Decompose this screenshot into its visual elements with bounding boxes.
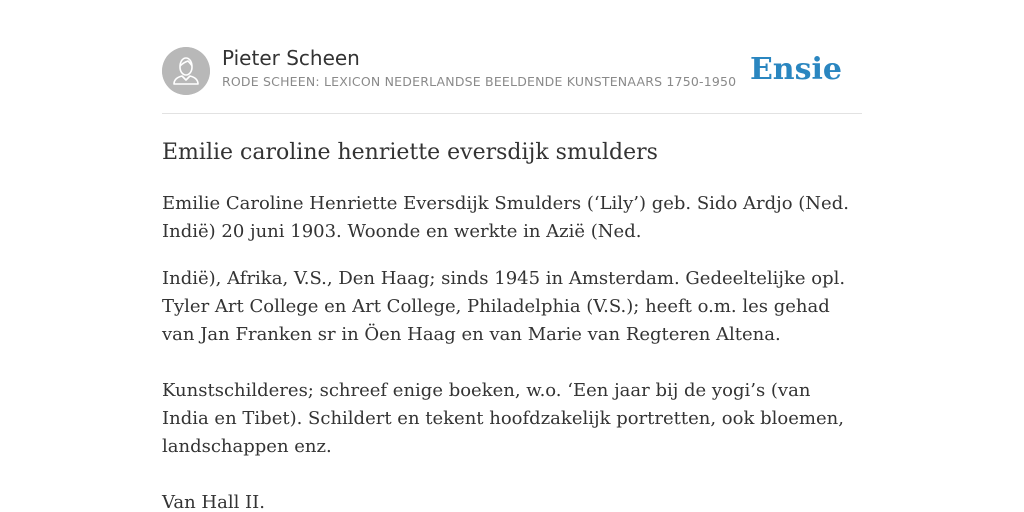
user-icon <box>162 47 210 95</box>
entry-header <box>162 46 862 96</box>
entry-paragraph: Emilie Caroline Henriette Eversdijk Smulders (‘Lily’) geb. Sido Ardjo (Ned. Indië) 20 juni 1903. Woonde en werkte in Azië (Ned. <box>162 193 849 242</box>
entry-paragraph: Indië), Afrika, V.S., Den Haag; sinds 1945 in Amsterdam. Gedeeltelijke opl. Tyler Art College en Art College, Philadelphia (V.S.); heeft o.m. les gehad van Jan Franken sr in Öen Haag en van Marie van Regteren Altena. <box>162 268 846 345</box>
ensie-logo[interactable]: Ensie <box>749 52 842 87</box>
source-title[interactable]: RODE SCHEEN: LEXICON NEDERLANDSE BEELDENDE KUNSTENAARS 1750-1950 <box>222 74 737 89</box>
entry-paragraph: Kunstschilderes; schreef enige boeken, w.o. ‘Een jaar bij de yogi’s (van India en Tibet). Schildert en tekent hoofdzakelijk portretten, ook bloemen, landschappen enz. <box>162 380 844 457</box>
entry-title: Emilie caroline henriette eversdijk smulders <box>162 140 658 165</box>
author-name[interactable]: Pieter Scheen <box>222 46 360 70</box>
author-avatar[interactable] <box>162 47 210 95</box>
header-divider <box>162 113 862 114</box>
entry-paragraph: Van Hall II. <box>162 492 265 512</box>
